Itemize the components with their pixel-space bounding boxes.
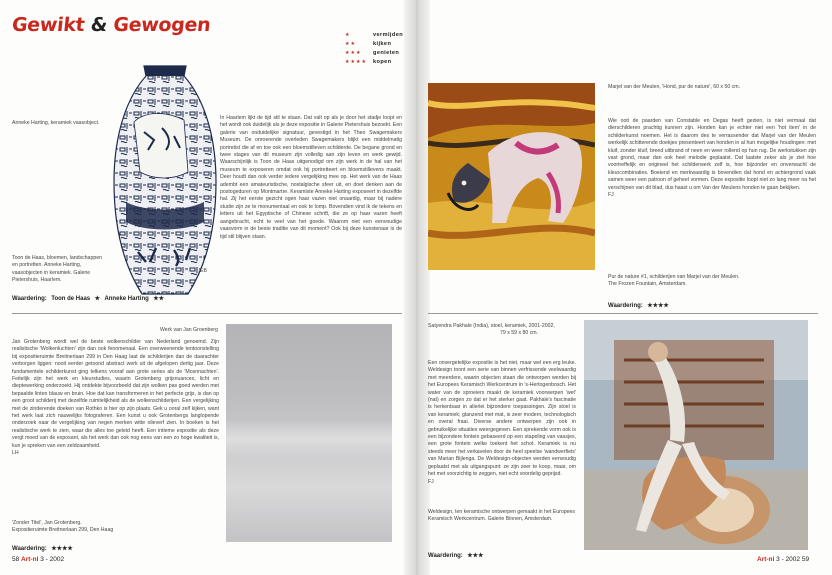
rating-stars: ★★★: [467, 553, 484, 559]
rating-dog: [608, 294, 669, 312]
author-initials: LH: [12, 450, 19, 457]
rating-label: Waardering:: [12, 296, 47, 302]
title-part-1: Gewikt: [10, 14, 86, 36]
rating-label: Waardering:: [608, 303, 643, 309]
legend-stars: ★: [345, 31, 351, 38]
section-divider: [428, 313, 818, 314]
chair-photo-illustration: [584, 320, 808, 550]
haarlem-article-text: In Haarlem lijkt de tijd stil te staan. Dat valt op als je door het stadje loopt en het wordt ook duidelijk als je deze expositie in Galerie Pietershuis bezoekt. Een galerie van onduidelijke signatuur, gevestigd in het Theo Swagemakers Museum. De onroerende overleden Swagemakers blijkt een middelmatig portretist die af en toe ook een bloemstilleven schilderde. De begane grond en twee stages van dit museum zijn volledig aan zijn leven en werk gewijd. Waarschijnlijk is Toon de Haas uitgenodigd om zijn werk in de hal van het museum te exposeren omdat ook hij portretteert en bloemstillevens maakt. Deer houdt dan ook verder iedere vergelijking mee op. Het werk van de Haas adembt een amateuristische, nostalgische sfeer uit, en doet denken aan de postogeduren op Montmartre. Keramiste Anneke Harting exposeert in dezelfde hal. Zij het eerste gezicht ogen haar vazen niet onaardig, maar bij nadere studie zijn ze te monumentaal en ook te lomp. Bovendien vind ik de tekens en letters uit het Egyptische of Chinese schrift, die ze op haar vazen heeft aangebracht, echt te veel van het goede. Waarom niet een eenvoudige vaasvorm in de beste traditie van dit moment? Ook bij deze kunstenaar is de tijd stil blijven staan.: [220, 115, 402, 240]
groenberg-caption: Werk van Jan Groenberg: [160, 327, 218, 333]
legend-stars: ★★: [345, 40, 356, 47]
caption-line: The Frozen Fountain, Amsterdam.: [608, 281, 687, 288]
legend-row: [345, 48, 415, 57]
dog-exhibition-caption: [608, 274, 788, 289]
dog-article-text: [608, 118, 816, 199]
legend-row: [345, 39, 415, 48]
rating-chair: [428, 544, 483, 562]
page-number: 58: [12, 556, 20, 563]
title-part-2: Gewogen: [112, 14, 212, 36]
groenberg-article-text: [12, 339, 219, 458]
rating-haarlem: [12, 287, 164, 305]
caption-line: 'Zonder Titel', Jan Grotenberg.: [12, 520, 82, 526]
legend-word: kopen: [373, 58, 392, 65]
magazine-name: Art-nl: [21, 556, 39, 563]
legend-row: [345, 57, 415, 66]
rating-stars: ★★★★: [647, 303, 669, 309]
title-ampersand: &: [89, 14, 109, 36]
author-initials: EB: [200, 268, 207, 274]
legend-stars: ★★★: [345, 49, 362, 56]
rating-artist-2: Anneke Harting: [104, 296, 149, 302]
chair-caption: [428, 323, 578, 338]
legend-word: kijken: [373, 40, 392, 47]
vase-photo: [104, 62, 226, 302]
rating-legend: [345, 30, 415, 66]
rating-stars: ★★★★: [51, 546, 73, 552]
legend-word: genieten: [373, 49, 400, 56]
chair-article-text: [428, 360, 576, 486]
rating-label: Waardering:: [12, 546, 47, 552]
page-number: 59: [801, 556, 810, 563]
groenberg-body: Jan Grotenberg wordt wel de beste wolkenschilder van Nederland genoemd. Zijn realistische 'Wolkenluchten' zijn dan ook fenomenaal. Een overweenende tentoonstelling bij expositieruimte Breitnerlaan 299 in Den Haag laat de schilderijen dan de daarachter verborgen liggen: nooit eerder getoond abstract werk uit de afgelopen dertig jaar. Deze fundamentele schilderkunst ging telkens vooraf aan grote series als de 'Mosnnachten'. Feitelijk zijn het werk en kleurstudies, waarin Grotenberg grijsnuances, licht en dieptewerking onderzoekt. Hij ontdekte bijvoorbeeld dat zijn wolken pas goed werden met bepaalde linten blauw en bruin. Hoe dat kan transformeren in het perfecte grijs, is dan op een groot schilderij met dezelfde ruimtelijkheid als de wolkenschilderijen. Een vergelijking met de zinderende doeken van Rothko is hier op zijn plaats. Gek u ooral zelf kijken, want het werk laat zich nauwelijks fotograferen. Een kunst u ook Grotenbergs langlopende onderzoek naar de vergelijking van negen merken witte olieverf zien. In boeken is het realistische werk te zien, waar die alles toe geleid heeft. Een intieme expositie als deze vergt moed van de exposant, als het werk dan ook nog eens van een zo hoge kwaliteit is, kun je spreken van een zeldzaamheid.: [12, 339, 219, 449]
groenberg-exhibition-caption: [12, 520, 113, 535]
rating-stars-1: ★: [94, 296, 100, 302]
author-initials: FJ: [608, 192, 614, 199]
dog-painting-photo: [428, 83, 595, 270]
issue: 3 - 2002: [776, 556, 801, 563]
section-divider: [12, 313, 402, 314]
page-gutter: [404, 0, 430, 575]
legend-word: vermijden: [373, 31, 404, 38]
vase-caption: Anneke Harting, keramiek vaasobject.: [12, 120, 100, 126]
dog-body: Wie ooit de paarden van Constable en Degas heeft gezien, is niet vermaal dat dierschilderen prachtig kunnen zijn. Honden kan je echter niet een 'hot item' in de schilderkunst noemen. Het is daarom des te verrassender dat Marjel van der Meulen werkelijk schitterende doekjes presenteert van honden in al hun mogelijke houdingen: met kluif, zonder kluif, breed uitbrand of neen en weer rollend op hun rug. De werkstukken zijn vast grond, maar dan ook heel melodie geplaatst. Dat laatste zeker als je ziet hoe voortreffelijk en origineel het schilderwerk zelf is, hoe bijzonder en onverwacht de kleurcombinaties. Boeiend en merkwaardig is bovendien dat hond en achtergrond vaak samen weer een patroon of geheel vormen. Deze expositie loopt niet zo lang meer na het verschijnen van dit blad, dus haast u om Van der Meulens honden te gaan bekijken.: [608, 118, 816, 191]
page-title: [11, 14, 212, 36]
rating-label: Waardering:: [428, 553, 463, 559]
exhibition-caption: Toon de Haas, bloemen, landschappen en portretten. Anneke Harting, vaasobjecten in keramiek. Galerie Pietershuis, Haarlem.: [12, 255, 102, 284]
author-initials: FJ: [428, 478, 434, 485]
dog-caption: Marjel van der Meulen, 'Hond, pur de nature', 60 x 50 cm.: [608, 84, 741, 90]
dog-painting: [428, 83, 595, 270]
caption-line: Satyendra Pakhale (India), stoel, keramiek, 2001-2002,: [428, 323, 555, 329]
rating-artist-1: Toon de Haas: [51, 296, 91, 302]
legend-row: [345, 30, 415, 39]
caption-dims: 79 x 59 x 80 cm.: [500, 330, 539, 337]
issue: 3 - 2002: [40, 556, 65, 563]
chair-exhibition-caption: Weldesign, ten keramische ontwerpen gemaakt in het Europees Keramisch Werkcentrum. Galerie Binnen, Amsterdam.: [428, 509, 575, 523]
chair-body: Een onvergetelijke expositie is het niet, maar wel een erg leuke. Weldesign toont een serie van binnen verfrissende veelwaardig met meerdere, waarin objecten staan die ontworpen werden bij het Europees Keramisch Werkcentrum in 's-Hertogenbosch. Het water van de sproeiers maakt de keramiek voorwerpen 'wet' (nat) en zorgen zo dat er het sterker gaat. Pakhale's fascinatie is herkenbaar in allerlei bijzondere toepassingen. Zijn stoel is van keramiek; glanzend met mat, is zeer modern, technologisch en overal fraai. Diverse andere ontwerpen zijn ook in gebruikelijke situaties weergegeven. Een sprekende vorm ook is een bijzondere fontein gebaseerd op een stapeling van vaasjes, een grote fontein welke toekent het schot. Keramiek is nu steeds meer het verkavelen door de heel speelse 'wandwerfiets' van Marian Bijlenga. De Weldesign-objecten werden eenvoudig geplaatst met als uitgangspunt: ze zijn zeer te koop, maar, om het met voorzichtig te zeggen, niet echt voordelig geprijsd.: [428, 360, 576, 478]
legend-stars: ★★★★: [345, 58, 367, 65]
caption-line: Pur de nature #1, schilderijen van Marjel van der Meulen.: [608, 274, 740, 280]
chair-model-photo: [584, 320, 808, 550]
caption-line: Expositieruimte Breitnerlaan 299, Den Haag: [12, 527, 114, 534]
footer-right: [757, 556, 809, 563]
rating-stars-2: ★★: [153, 296, 164, 302]
vase-illustration: [104, 62, 226, 302]
groenberg-painting-photo: [226, 324, 392, 542]
rating-groenberg: [12, 537, 73, 555]
footer-left: [12, 556, 64, 563]
magazine-name: Art-nl: [757, 556, 775, 563]
